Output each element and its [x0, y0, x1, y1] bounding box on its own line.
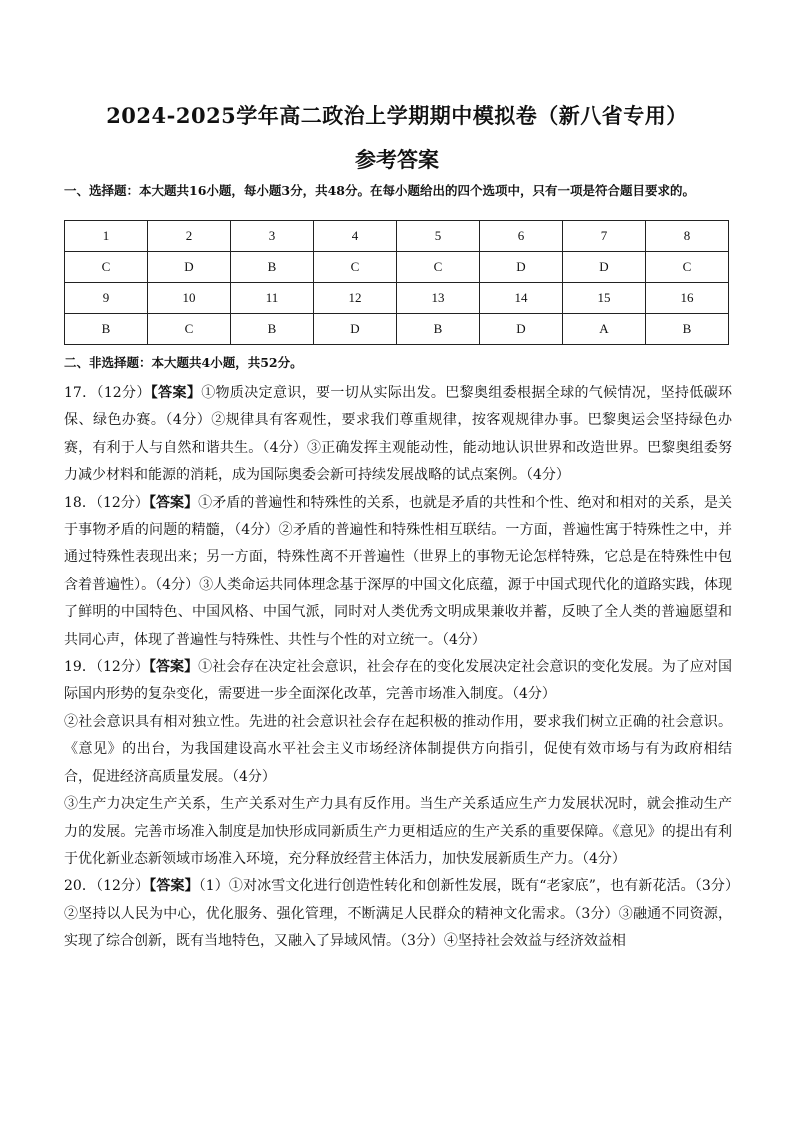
answer-cell: B	[397, 314, 480, 345]
question-number-cell: 3	[231, 221, 314, 252]
answer-tag: 【答案】	[150, 385, 202, 401]
answer-cell: C	[314, 252, 397, 283]
question-number: 18．（12分）	[64, 494, 149, 511]
question-number-cell: 10	[148, 283, 231, 314]
section2-heading: 二、非选择题：本大题共4小题，共52分。	[64, 355, 303, 370]
answer-cell: D	[563, 252, 646, 283]
question-number: 20．（12分）	[64, 878, 150, 895]
answer-tag: 【答案】	[149, 878, 199, 895]
table-row	[65, 252, 729, 283]
answer-cell: D	[480, 252, 563, 283]
answer-paragraph-17	[64, 380, 732, 490]
question-number-cell: 6	[480, 221, 563, 252]
question-number-cell: 1	[65, 221, 148, 252]
question-number-cell: 11	[231, 283, 314, 314]
question-number-cell: 15	[563, 283, 646, 314]
question-number: 17．（12分）	[64, 385, 151, 401]
answer-cell: B	[65, 314, 148, 345]
answer-text: （1）①对冰雪文化进行创造性转化和创新性发展，既有“老家底”，也有新花活。（3分）②坚持以人民为中心，优化服务、强化管理，不断满足人民群众的精神文化需求。（3分）③融通不同资源，实现了综合创新，既有当地特色，又融入了异域风情。（3分）④坚持社会效益与经济效益相	[64, 878, 732, 950]
answer-cell: B	[231, 314, 314, 345]
section1-heading: 一、选择题：本大题共16小题，每小题3分，共48分。在每小题给出的四个选项中，只有一项是符合题目要求的。	[64, 183, 695, 198]
page-subtitle: 参考答案	[355, 147, 439, 172]
question-number-cell: 16	[646, 283, 729, 314]
question-number-cell: 14	[480, 283, 563, 314]
answer-paragraph-19-3	[64, 791, 732, 873]
multiple-choice-answer-table	[64, 220, 729, 345]
answer-cell: D	[148, 252, 231, 283]
answer-paragraph-19	[64, 654, 732, 709]
question-number-cell: 8	[646, 221, 729, 252]
answer-cell: C	[148, 314, 231, 345]
question-number-cell: 2	[148, 221, 231, 252]
question-number-cell: 9	[65, 283, 148, 314]
answer-text: ①社会存在决定社会意识，社会存在的变化发展决定社会意识的变化发展。为了应对国际国内形势的复杂变化，需要进一步全面深化改革，完善市场准入制度。（4分）	[64, 659, 732, 703]
table-row	[65, 221, 729, 252]
answer-cell: C	[397, 252, 480, 283]
answer-tag: 【答案】	[148, 659, 199, 676]
question-number-cell: 13	[397, 283, 480, 314]
page-title: 2024-2025学年高二政治上学期期中模拟卷（新八省专用）	[106, 103, 688, 128]
answer-paragraph-18	[64, 490, 732, 654]
answer-cell: D	[314, 314, 397, 345]
answer-cell: D	[480, 314, 563, 345]
answer-paragraph-20	[64, 873, 732, 955]
answer-cell: B	[646, 314, 729, 345]
answer-cell: B	[231, 252, 314, 283]
answer-text: ①矛盾的普遍性和特殊性的关系，也就是矛盾的共性和个性、绝对和相对的关系，是关于事物矛盾的问题的精髓，（4分）②矛盾的普遍性和特殊性相互联结。一方面，普遍性寓于特殊性之中，并通过特殊性表现出来；另一方面，特殊性离不开普遍性（世界上的事物无论怎样特殊，它总是在特殊性中包含着普遍性）。（4分）③人类命运共同体理念基于深厚的中国文化底蕴，源于中国式现代化的道路实践，体现了鲜明的中国特色、中国风格、中国气派，同时对人类优秀文明成果兼收并蓄，反映了全人类的普遍愿望和共同心声，体现了普遍性与特殊性、共性与个性的对立统一。（4分）	[64, 494, 732, 648]
answer-text: ②社会意识具有相对独立性。先进的社会意识社会存在起积极的推动作用，要求我们树立正确的社会意识。《意见》的出台，为我国建设高水平社会主义市场经济体制提供方向指引，促使有效市场与有为政府相结合，促进经济高质量发展。（4分）	[64, 713, 732, 785]
question-number-cell: 12	[314, 283, 397, 314]
question-number-cell: 4	[314, 221, 397, 252]
table-row	[65, 314, 729, 345]
table-row	[65, 283, 729, 314]
answer-text: ③生产力决定生产关系，生产关系对生产力具有反作用。当生产关系适应生产力发展状况时，就会推动生产力的发展。完善市场准入制度是加快形成同新质生产力更相适应的生产关系的重要保障。《意见》的提出有利于优化新业态新领域市场准入环境，充分释放经营主体活力，加快发展新质生产力。（4分）	[64, 796, 732, 867]
answer-cell: C	[646, 252, 729, 283]
question-number-cell: 5	[397, 221, 480, 252]
answer-text: ①物质决定意识，要一切从实际出发。巴黎奥组委根据全球的气候情况，坚持低碳环保、绿色办赛。（4分）②规律具有客观性，要求我们尊重规律，按客观规律办事。巴黎奥运会坚持绿色办赛，有利于人与自然和谐共生。（4分）③正确发挥主观能动性，能动地认识世界和改造世界。巴黎奥组委努力减少材料和能源的消耗，成为国际奥委会新可持续发展战略的试点案例。（4分）	[64, 385, 733, 484]
question-number-cell: 7	[563, 221, 646, 252]
essay-answers	[64, 380, 732, 956]
answer-cell: A	[563, 314, 646, 345]
answer-cell: C	[65, 252, 148, 283]
answer-paragraph-19-2	[64, 709, 732, 791]
answer-tag: 【答案】	[148, 494, 199, 511]
question-number: 19．（12分）	[64, 659, 149, 676]
